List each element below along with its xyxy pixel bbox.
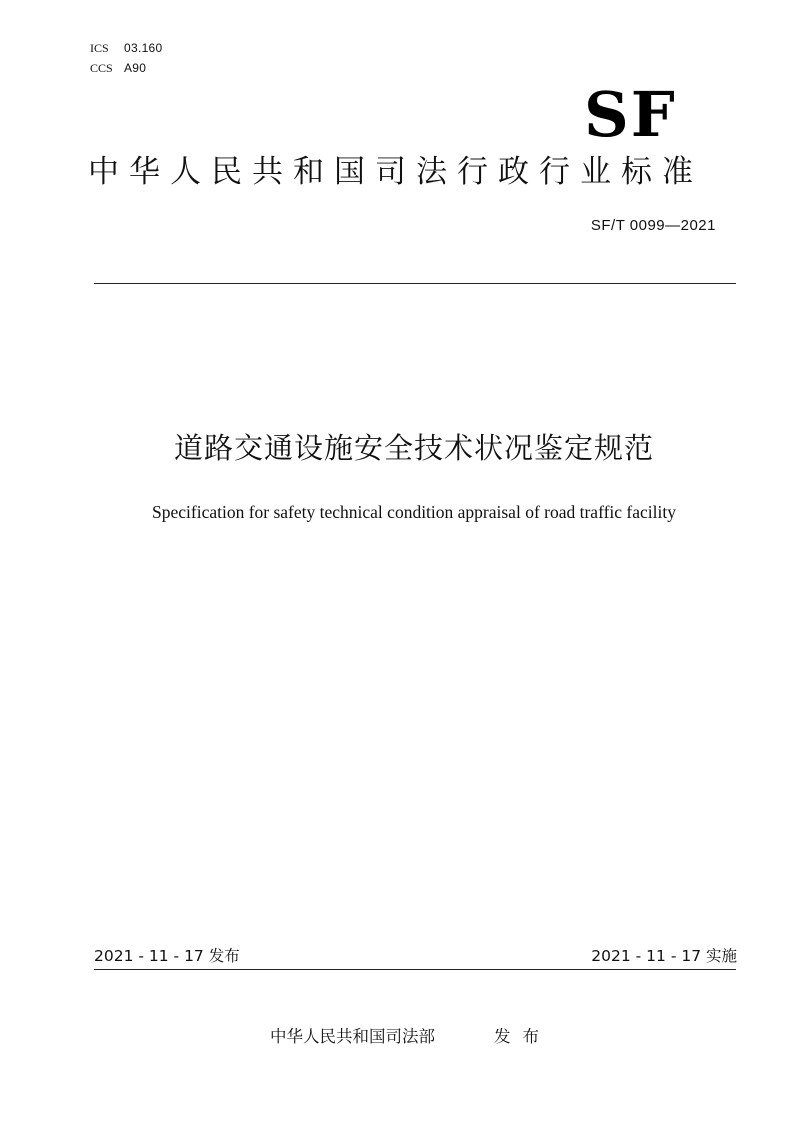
sf-logo: SF: [584, 78, 677, 151]
issuing-action: 发布: [494, 1027, 551, 1046]
standard-category-heading: 中华人民共和国司法行政行业标准: [88, 154, 703, 190]
classification-codes: [90, 38, 163, 78]
implementation-date: 2021 - 11 - 17 实施: [591, 947, 737, 965]
issue-date: 2021 - 11 - 17 发布: [94, 947, 240, 965]
ccs-value: A90: [124, 61, 147, 75]
ics-value: 03.160: [124, 41, 163, 55]
standard-number: SF/T 0099—2021: [590, 217, 716, 234]
ccs-row: [90, 58, 163, 78]
top-divider: [94, 283, 736, 284]
ics-label: ICS: [90, 41, 109, 55]
issuing-authority: 中华人民共和国司法部: [270, 1027, 435, 1046]
bottom-divider: [94, 969, 736, 970]
document-title-chinese: 道路交通设施安全技术状况鉴定规范: [173, 431, 654, 465]
ics-row: [90, 38, 163, 58]
ccs-label: CCS: [90, 61, 113, 75]
document-title-english: Specification for safety technical condition appraisal of road traffic facility: [152, 502, 676, 522]
